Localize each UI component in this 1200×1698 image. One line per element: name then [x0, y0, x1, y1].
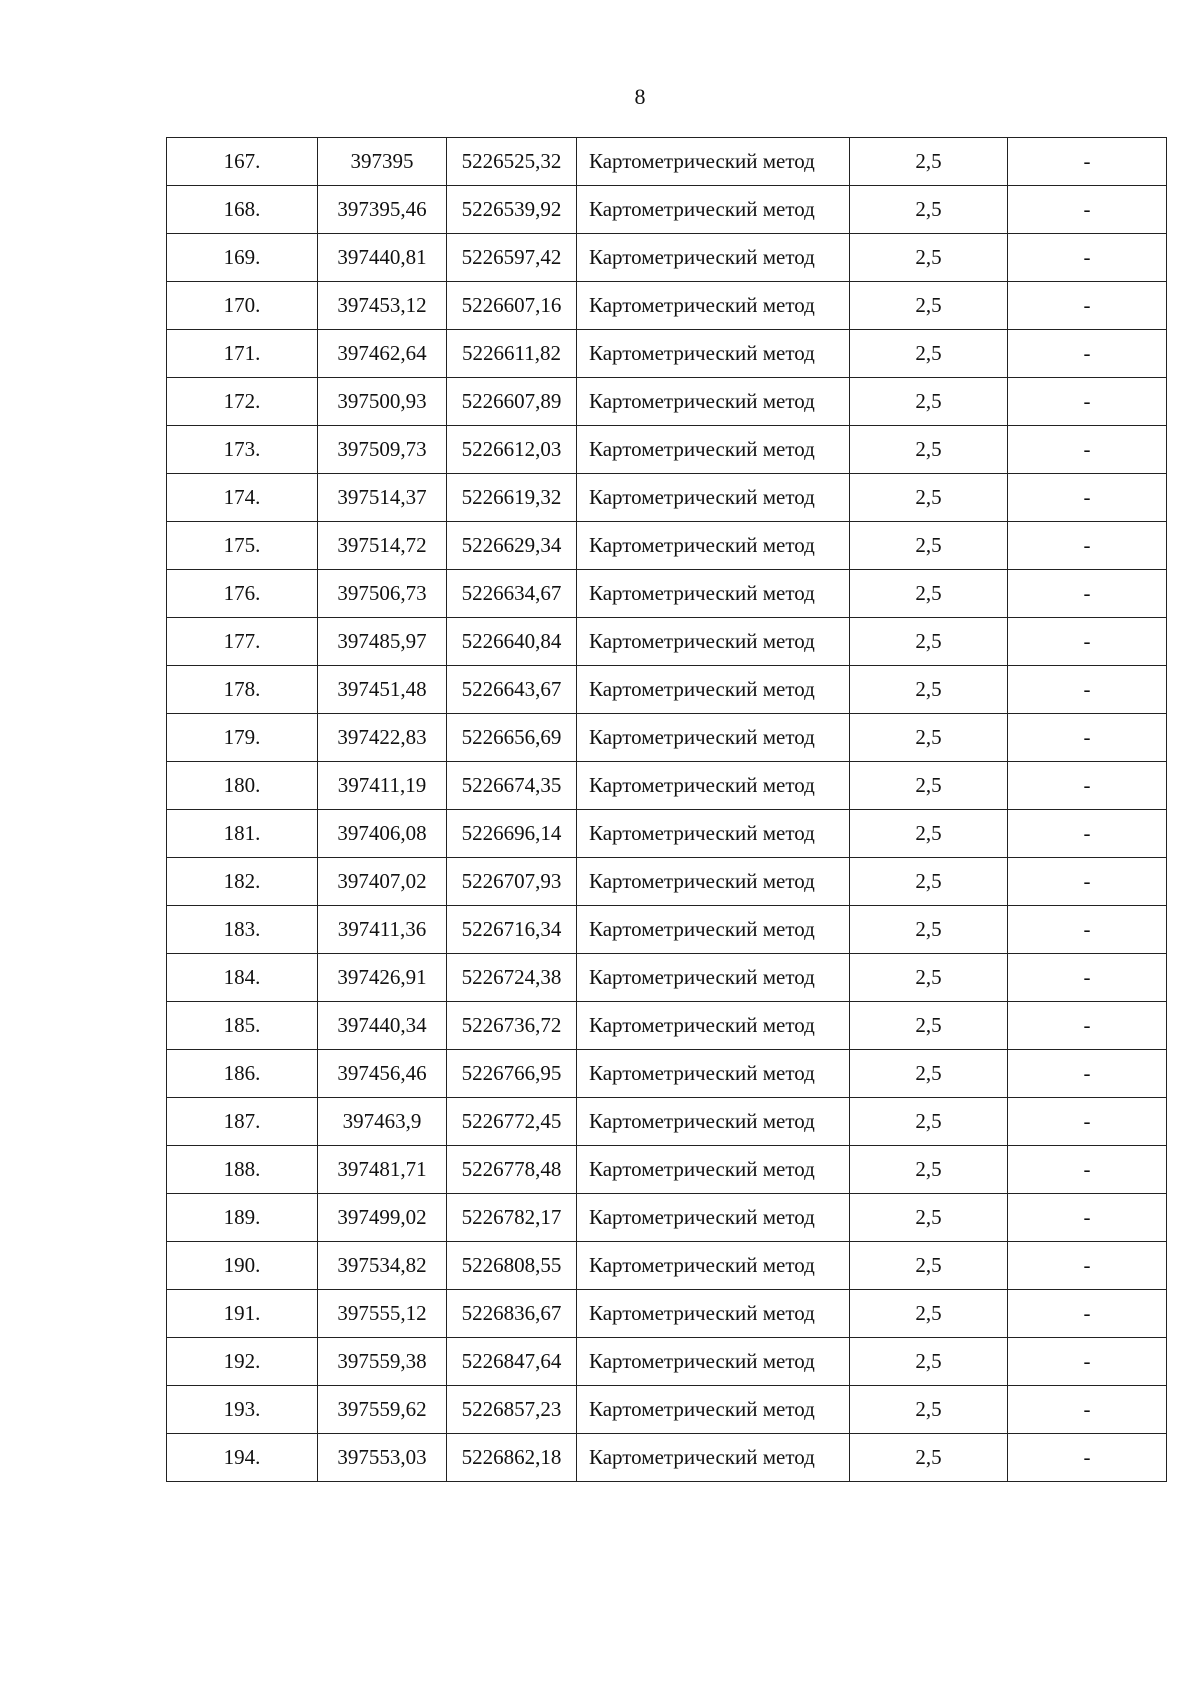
coordinate-y-cell: 5226612,03 [447, 426, 577, 474]
coordinate-x-cell: 397506,73 [318, 570, 447, 618]
accuracy-cell: 2,5 [850, 762, 1008, 810]
table-row [167, 426, 1167, 474]
description-cell: - [1008, 954, 1167, 1002]
point-number-cell: 182. [167, 858, 318, 906]
accuracy-cell: 2,5 [850, 1098, 1008, 1146]
description-cell: - [1008, 1146, 1167, 1194]
method-cell: Картометрический метод [577, 954, 850, 1002]
coordinate-y-cell: 5226619,32 [447, 474, 577, 522]
table-row [167, 762, 1167, 810]
coordinate-y-cell: 5226696,14 [447, 810, 577, 858]
coordinate-x-cell: 397411,36 [318, 906, 447, 954]
accuracy-cell: 2,5 [850, 1338, 1008, 1386]
accuracy-cell: 2,5 [850, 1050, 1008, 1098]
coordinate-y-cell: 5226643,67 [447, 666, 577, 714]
table-row [167, 330, 1167, 378]
table-row [167, 1338, 1167, 1386]
table-row [167, 666, 1167, 714]
coordinate-y-cell: 5226611,82 [447, 330, 577, 378]
coordinate-y-cell: 5226634,67 [447, 570, 577, 618]
point-number-cell: 183. [167, 906, 318, 954]
description-cell: - [1008, 186, 1167, 234]
method-cell: Картометрический метод [577, 570, 850, 618]
coordinates-table-body [167, 138, 1167, 1482]
coordinate-x-cell: 397463,9 [318, 1098, 447, 1146]
coordinate-x-cell: 397559,38 [318, 1338, 447, 1386]
point-number-cell: 189. [167, 1194, 318, 1242]
method-cell: Картометрический метод [577, 762, 850, 810]
description-cell: - [1008, 618, 1167, 666]
coordinate-x-cell: 397514,37 [318, 474, 447, 522]
table-row [167, 378, 1167, 426]
coordinate-y-cell: 5226656,69 [447, 714, 577, 762]
point-number-cell: 190. [167, 1242, 318, 1290]
coordinate-x-cell: 397485,97 [318, 618, 447, 666]
point-number-cell: 178. [167, 666, 318, 714]
coordinate-x-cell: 397426,91 [318, 954, 447, 1002]
point-number-cell: 169. [167, 234, 318, 282]
coordinate-y-cell: 5226782,17 [447, 1194, 577, 1242]
coordinate-x-cell: 397440,81 [318, 234, 447, 282]
coordinate-y-cell: 5226597,42 [447, 234, 577, 282]
method-cell: Картометрический метод [577, 234, 850, 282]
description-cell: - [1008, 1050, 1167, 1098]
coordinate-y-cell: 5226736,72 [447, 1002, 577, 1050]
method-cell: Картометрический метод [577, 378, 850, 426]
table-row [167, 234, 1167, 282]
coordinate-y-cell: 5226629,34 [447, 522, 577, 570]
description-cell: - [1008, 282, 1167, 330]
point-number-cell: 180. [167, 762, 318, 810]
point-number-cell: 179. [167, 714, 318, 762]
coordinate-y-cell: 5226808,55 [447, 1242, 577, 1290]
method-cell: Картометрический метод [577, 138, 850, 186]
description-cell: - [1008, 1338, 1167, 1386]
coordinate-x-cell: 397499,02 [318, 1194, 447, 1242]
coordinate-x-cell: 397456,46 [318, 1050, 447, 1098]
accuracy-cell: 2,5 [850, 1146, 1008, 1194]
accuracy-cell: 2,5 [850, 522, 1008, 570]
accuracy-cell: 2,5 [850, 1434, 1008, 1482]
accuracy-cell: 2,5 [850, 618, 1008, 666]
coordinate-x-cell: 397453,12 [318, 282, 447, 330]
method-cell: Картометрический метод [577, 474, 850, 522]
coordinate-x-cell: 397422,83 [318, 714, 447, 762]
accuracy-cell: 2,5 [850, 714, 1008, 762]
point-number-cell: 167. [167, 138, 318, 186]
coordinate-x-cell: 397559,62 [318, 1386, 447, 1434]
coordinate-y-cell: 5226778,48 [447, 1146, 577, 1194]
accuracy-cell: 2,5 [850, 1242, 1008, 1290]
description-cell: - [1008, 378, 1167, 426]
method-cell: Картометрический метод [577, 1338, 850, 1386]
coordinate-y-cell: 5226674,35 [447, 762, 577, 810]
method-cell: Картометрический метод [577, 282, 850, 330]
coordinate-x-cell: 397395 [318, 138, 447, 186]
point-number-cell: 173. [167, 426, 318, 474]
table-row [167, 138, 1167, 186]
coordinate-x-cell: 397514,72 [318, 522, 447, 570]
description-cell: - [1008, 474, 1167, 522]
coordinate-y-cell: 5226640,84 [447, 618, 577, 666]
description-cell: - [1008, 858, 1167, 906]
point-number-cell: 170. [167, 282, 318, 330]
table-row [167, 1386, 1167, 1434]
description-cell: - [1008, 906, 1167, 954]
coordinate-y-cell: 5226716,34 [447, 906, 577, 954]
coordinate-y-cell: 5226525,32 [447, 138, 577, 186]
coordinate-x-cell: 397395,46 [318, 186, 447, 234]
point-number-cell: 168. [167, 186, 318, 234]
method-cell: Картометрический метод [577, 426, 850, 474]
coordinate-y-cell: 5226857,23 [447, 1386, 577, 1434]
point-number-cell: 187. [167, 1098, 318, 1146]
table-row [167, 186, 1167, 234]
method-cell: Картометрический метод [577, 1434, 850, 1482]
coordinate-y-cell: 5226539,92 [447, 186, 577, 234]
description-cell: - [1008, 1434, 1167, 1482]
table-row [167, 1050, 1167, 1098]
method-cell: Картометрический метод [577, 858, 850, 906]
accuracy-cell: 2,5 [850, 1002, 1008, 1050]
table-row [167, 1002, 1167, 1050]
coordinate-y-cell: 5226707,93 [447, 858, 577, 906]
description-cell: - [1008, 138, 1167, 186]
table-row [167, 954, 1167, 1002]
description-cell: - [1008, 330, 1167, 378]
coordinate-y-cell: 5226607,16 [447, 282, 577, 330]
accuracy-cell: 2,5 [850, 378, 1008, 426]
description-cell: - [1008, 1002, 1167, 1050]
description-cell: - [1008, 1386, 1167, 1434]
accuracy-cell: 2,5 [850, 906, 1008, 954]
point-number-cell: 194. [167, 1434, 318, 1482]
description-cell: - [1008, 426, 1167, 474]
method-cell: Картометрический метод [577, 666, 850, 714]
accuracy-cell: 2,5 [850, 570, 1008, 618]
description-cell: - [1008, 1098, 1167, 1146]
accuracy-cell: 2,5 [850, 474, 1008, 522]
accuracy-cell: 2,5 [850, 666, 1008, 714]
method-cell: Картометрический метод [577, 1146, 850, 1194]
method-cell: Картометрический метод [577, 522, 850, 570]
accuracy-cell: 2,5 [850, 1386, 1008, 1434]
description-cell: - [1008, 1242, 1167, 1290]
point-number-cell: 177. [167, 618, 318, 666]
point-number-cell: 184. [167, 954, 318, 1002]
coordinate-x-cell: 397440,34 [318, 1002, 447, 1050]
method-cell: Картометрический метод [577, 618, 850, 666]
table-row [167, 714, 1167, 762]
coordinate-x-cell: 397407,02 [318, 858, 447, 906]
point-number-cell: 175. [167, 522, 318, 570]
accuracy-cell: 2,5 [850, 186, 1008, 234]
point-number-cell: 171. [167, 330, 318, 378]
method-cell: Картометрический метод [577, 1242, 850, 1290]
point-number-cell: 185. [167, 1002, 318, 1050]
table-row [167, 810, 1167, 858]
coordinate-x-cell: 397406,08 [318, 810, 447, 858]
coordinates-table [166, 137, 1167, 1482]
point-number-cell: 188. [167, 1146, 318, 1194]
coordinate-x-cell: 397534,82 [318, 1242, 447, 1290]
table-row [167, 1290, 1167, 1338]
table-row [167, 858, 1167, 906]
method-cell: Картометрический метод [577, 1194, 850, 1242]
coordinate-y-cell: 5226724,38 [447, 954, 577, 1002]
coordinate-y-cell: 5226607,89 [447, 378, 577, 426]
point-number-cell: 191. [167, 1290, 318, 1338]
description-cell: - [1008, 762, 1167, 810]
coordinate-x-cell: 397509,73 [318, 426, 447, 474]
table-row [167, 1242, 1167, 1290]
table-row [167, 618, 1167, 666]
method-cell: Картометрический метод [577, 810, 850, 858]
page-number: 8 [634, 84, 646, 109]
coordinate-x-cell: 397451,48 [318, 666, 447, 714]
accuracy-cell: 2,5 [850, 282, 1008, 330]
accuracy-cell: 2,5 [850, 1290, 1008, 1338]
accuracy-cell: 2,5 [850, 426, 1008, 474]
description-cell: - [1008, 810, 1167, 858]
method-cell: Картометрический метод [577, 714, 850, 762]
point-number-cell: 174. [167, 474, 318, 522]
method-cell: Картометрический метод [577, 1290, 850, 1338]
description-cell: - [1008, 522, 1167, 570]
accuracy-cell: 2,5 [850, 858, 1008, 906]
table-row [167, 1098, 1167, 1146]
table-row [167, 1146, 1167, 1194]
point-number-cell: 186. [167, 1050, 318, 1098]
coordinate-y-cell: 5226862,18 [447, 1434, 577, 1482]
description-cell: - [1008, 1194, 1167, 1242]
point-number-cell: 192. [167, 1338, 318, 1386]
table-row [167, 906, 1167, 954]
accuracy-cell: 2,5 [850, 330, 1008, 378]
accuracy-cell: 2,5 [850, 138, 1008, 186]
accuracy-cell: 2,5 [850, 954, 1008, 1002]
coordinate-y-cell: 5226836,67 [447, 1290, 577, 1338]
method-cell: Картометрический метод [577, 330, 850, 378]
coordinate-y-cell: 5226766,95 [447, 1050, 577, 1098]
point-number-cell: 172. [167, 378, 318, 426]
description-cell: - [1008, 666, 1167, 714]
method-cell: Картометрический метод [577, 1002, 850, 1050]
point-number-cell: 176. [167, 570, 318, 618]
coordinate-x-cell: 397555,12 [318, 1290, 447, 1338]
accuracy-cell: 2,5 [850, 234, 1008, 282]
table-row [167, 1434, 1167, 1482]
description-cell: - [1008, 714, 1167, 762]
point-number-cell: 193. [167, 1386, 318, 1434]
method-cell: Картометрический метод [577, 1386, 850, 1434]
table-row [167, 1194, 1167, 1242]
method-cell: Картометрический метод [577, 186, 850, 234]
coordinate-x-cell: 397553,03 [318, 1434, 447, 1482]
table-row [167, 282, 1167, 330]
method-cell: Картометрический метод [577, 906, 850, 954]
point-number-cell: 181. [167, 810, 318, 858]
coordinate-x-cell: 397462,64 [318, 330, 447, 378]
coordinate-x-cell: 397481,71 [318, 1146, 447, 1194]
table-row [167, 474, 1167, 522]
coordinate-y-cell: 5226772,45 [447, 1098, 577, 1146]
coordinate-y-cell: 5226847,64 [447, 1338, 577, 1386]
description-cell: - [1008, 234, 1167, 282]
table-row [167, 522, 1167, 570]
accuracy-cell: 2,5 [850, 1194, 1008, 1242]
description-cell: - [1008, 1290, 1167, 1338]
coordinate-x-cell: 397411,19 [318, 762, 447, 810]
method-cell: Картометрический метод [577, 1050, 850, 1098]
table-row [167, 570, 1167, 618]
coordinate-x-cell: 397500,93 [318, 378, 447, 426]
method-cell: Картометрический метод [577, 1098, 850, 1146]
accuracy-cell: 2,5 [850, 810, 1008, 858]
description-cell: - [1008, 570, 1167, 618]
